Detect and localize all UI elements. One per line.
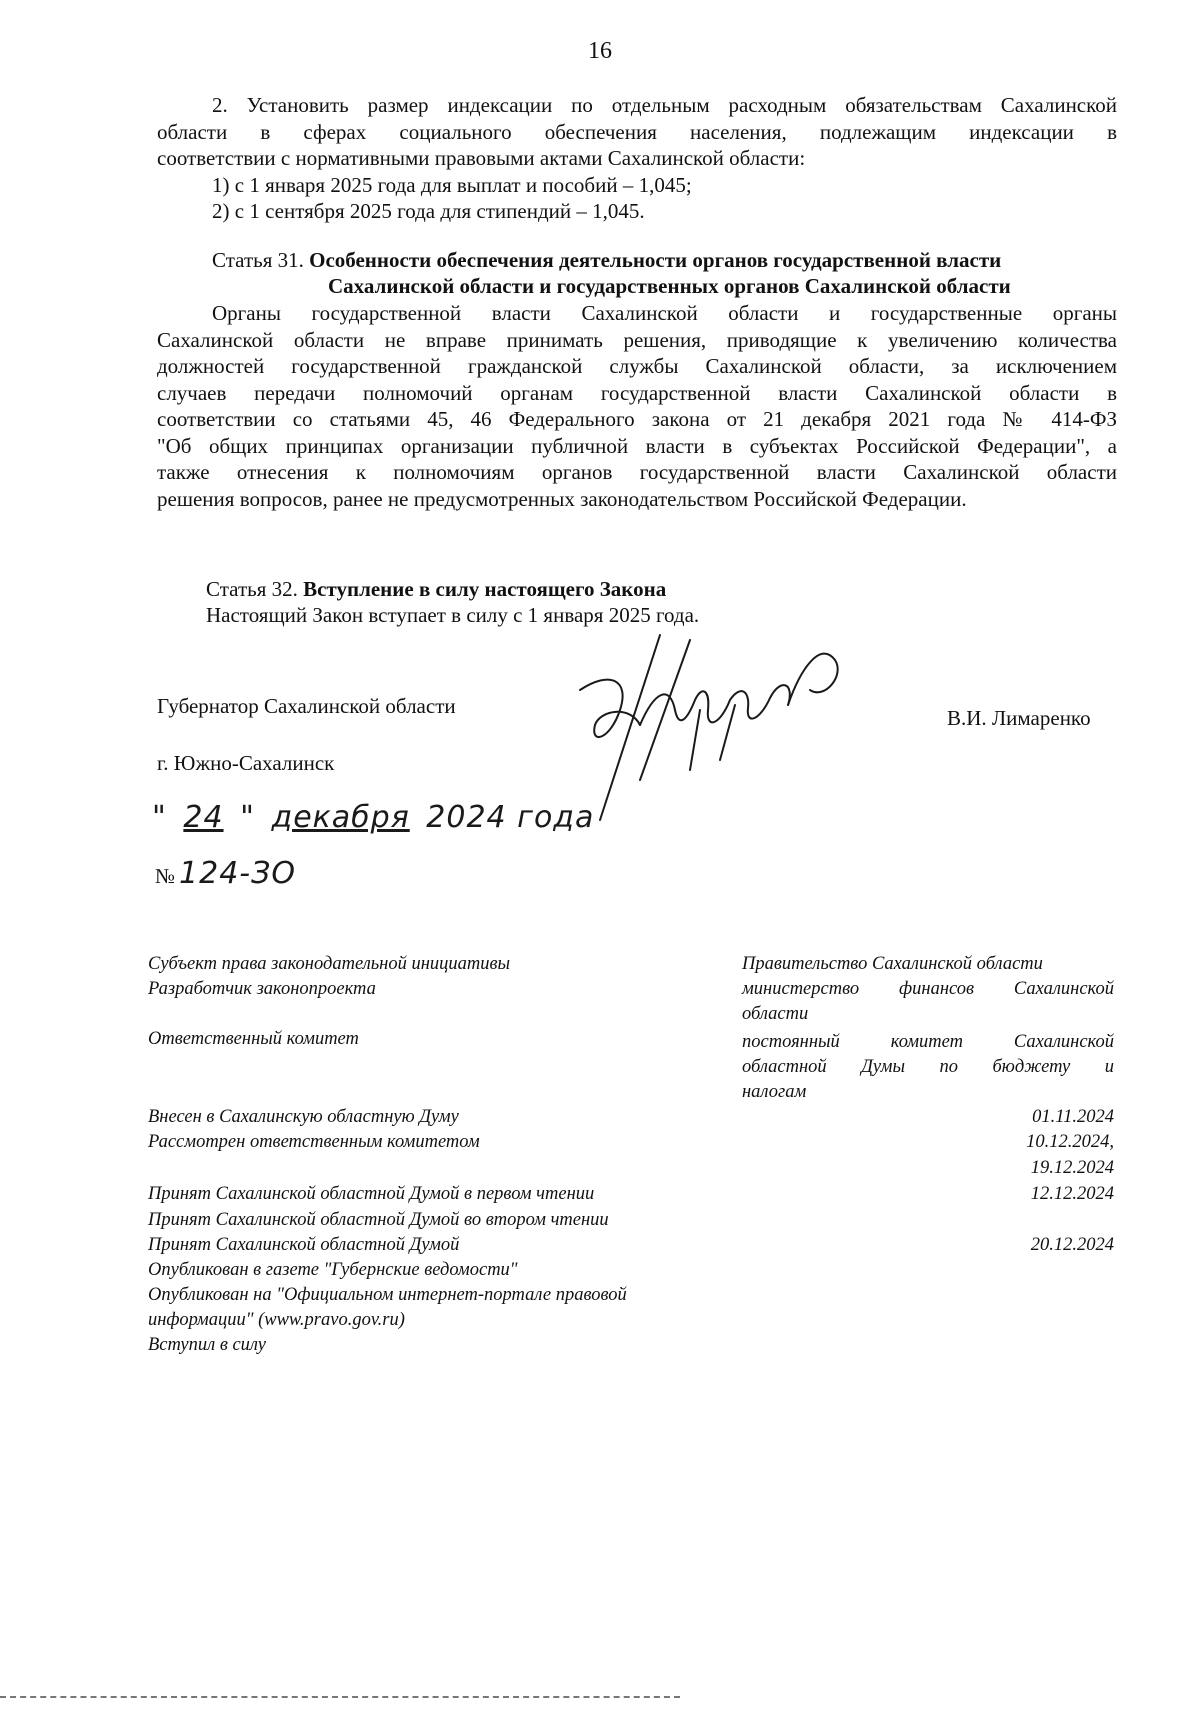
info-left-2: Разработчик законопроекта (148, 979, 376, 999)
page-number: 16 (588, 38, 612, 64)
governor-name: В.И. Лимаренко (947, 706, 1091, 730)
date-submitted: 01.11.2024 (1032, 1107, 1114, 1127)
article-31-title-line-1: Особенности обеспечения деятельности органов государственной власти (309, 248, 1002, 272)
article-32-prefix: Статья 32. (206, 577, 298, 601)
info-left-3: Ответственный комитет (148, 1029, 359, 1049)
info-left-11: информации" (www.pravo.gov.ru) (148, 1310, 405, 1330)
info-left-8: Принят Сахалинской областной Думой (148, 1235, 460, 1255)
number-sign: № (155, 864, 176, 888)
article-32-heading (206, 576, 666, 603)
committee-line-1: постоянный комитет Сахалинской (742, 1032, 1114, 1052)
article-31-line-4: случаев передачи полномочий органам государственной власти Сахалинской области в (157, 380, 1117, 405)
law-number (155, 856, 296, 891)
item-2-line-3: соответствии с нормативными правовыми актами Сахалинской области: (157, 146, 806, 170)
date-first-reading: 12.12.2024 (1030, 1184, 1114, 1204)
article-31-line-3: должностей государственной гражданской службы Сахалинской области, за исключением (157, 354, 1117, 378)
info-left-4: Внесен в Сахалинскую областную Думу (148, 1107, 459, 1127)
scan-edge-rule (0, 1696, 680, 1698)
article-31-prefix: Статья 31. (212, 248, 304, 272)
signing-date (152, 800, 594, 835)
article-31-title-line-2-wrap (328, 273, 1011, 300)
date-adopted: 20.12.2024 (1030, 1235, 1114, 1255)
developer-line-2: области (742, 1004, 809, 1024)
article-31-line-7: также отнесения к полномочиям органов государственной власти Сахалинской области (157, 460, 1117, 484)
article-31-body (157, 300, 1117, 512)
committee-line-3: налогам (742, 1082, 807, 1102)
date-day: 24 (183, 800, 224, 835)
item-2-subitem-2: 2) с 1 сентября 2025 года для стипендий – 1,045. (212, 199, 645, 223)
item-2-paragraph (157, 92, 1117, 225)
number-value: 124-ЗО (179, 856, 296, 891)
article-31-line-6: "Об общих принципах организации публичной власти в субъектах Российской Федерации", а (157, 433, 1117, 458)
info-left-10: Опубликован на "Официальном интернет-портале правовой (148, 1285, 627, 1305)
article-31-heading (212, 247, 1001, 274)
item-2-line-2: области в сферах социального обеспечения населения, подлежащим индексации в (157, 119, 1117, 144)
date-close-quote: " (240, 800, 255, 835)
article-32-text: Настоящий Закон вступает в силу с 1 января 2025 года. (206, 603, 700, 627)
governor-position: Губернатор Сахалинской области (157, 694, 456, 718)
date-year: 2024 года (426, 800, 595, 835)
item-2-subitem-1: 1) с 1 января 2025 года для выплат и пособий – 1,045; (212, 172, 692, 197)
committee (742, 1030, 1114, 1105)
article-32-title: Вступление в силу настоящего Закона (303, 577, 667, 601)
info-left-6: Принят Сахалинской областной Думой в первом чтении (148, 1184, 595, 1204)
city: г. Южно-Сахалинск (157, 751, 335, 775)
initiative-subject: Правительство Сахалинской области (742, 954, 1043, 974)
handwritten-signature (560, 630, 890, 830)
date-reviewed-2: 19.12.2024 (1030, 1158, 1114, 1178)
info-left-1: Субъект права законодательной инициативы (148, 954, 511, 974)
date-month: декабря (271, 800, 410, 835)
item-2-line-1: 2. Установить размер индексации по отдельным расходным обязательствам Сахалинской (212, 93, 1117, 117)
developer (742, 977, 1114, 1027)
article-31-title-line-2: Сахалинской области и государственных органов Сахалинской области (328, 274, 1011, 298)
info-left-7: Принят Сахалинской областной Думой во втором чтении (148, 1210, 609, 1230)
info-left-9: Опубликован в газете "Губернские ведомости" (148, 1260, 518, 1280)
developer-line-1: министерство финансов Сахалинской (742, 979, 1114, 999)
info-left-12: Вступил в силу (148, 1335, 266, 1355)
date-reviewed-1: 10.12.2024, (1026, 1132, 1114, 1152)
article-31-line-8: решения вопросов, ранее не предусмотренных законодательством Российской Федерации. (157, 486, 967, 511)
date-open-quote: " (152, 800, 167, 835)
article-31-line-5: соответствии со статьями 45, 46 Федерального закона от 21 декабря 2021 года № 414-ФЗ (157, 407, 1117, 431)
article-31-line-1: Органы государственной власти Сахалинской области и государственные органы (212, 301, 1117, 325)
article-31-line-2: Сахалинской области не вправе принимать решения, приводящие к увеличению количества (157, 327, 1117, 352)
info-left-5: Рассмотрен ответственным комитетом (148, 1132, 480, 1152)
committee-line-2: областной Думы по бюджету и (742, 1057, 1114, 1077)
